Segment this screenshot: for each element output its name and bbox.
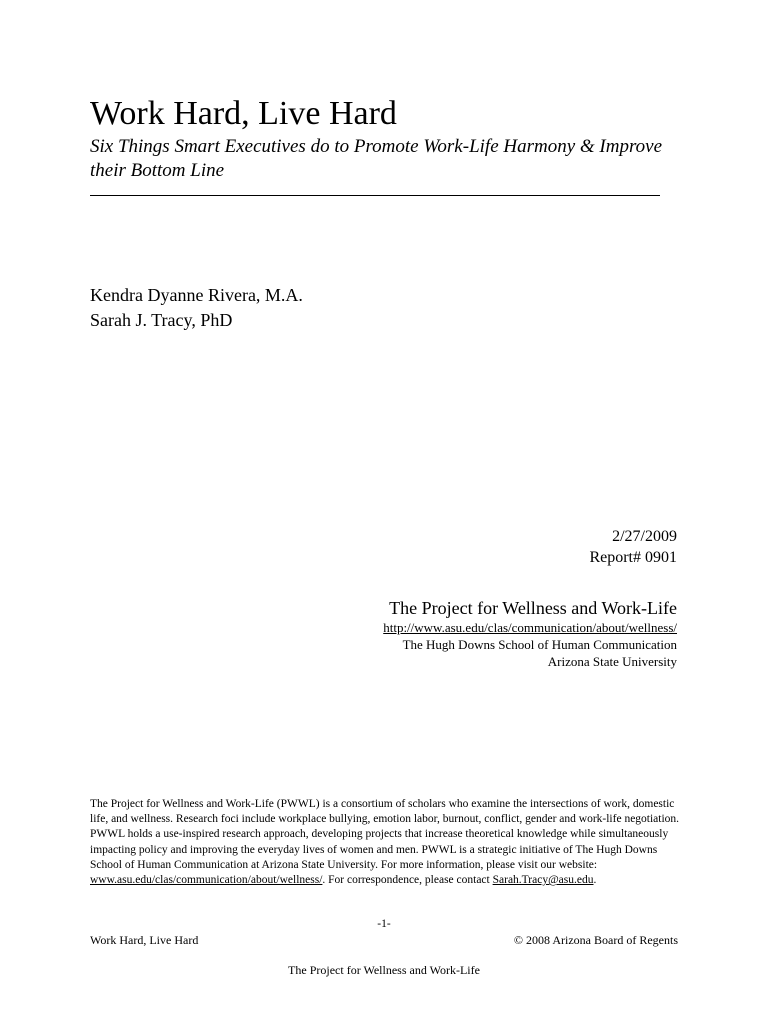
project-info — [383, 597, 677, 670]
project-school: The Hugh Downs School of Human Communication — [402, 637, 677, 652]
footer-copyright: © 2008 Arizona Board of Regents — [513, 933, 678, 947]
footer-project: The Project for Wellness and Work-Life — [288, 963, 480, 977]
title-divider — [90, 195, 660, 196]
report-date: 2/27/2009 — [612, 528, 677, 545]
about-paragraph — [90, 797, 680, 888]
author-name: Sarah J. Tracy, PhD — [90, 310, 233, 330]
about-text: . — [593, 874, 597, 887]
footer-title: Work Hard, Live Hard — [90, 933, 199, 947]
about-text: The Project for Wellness and Work-Life (PWWL) is a consortium of scholars who examine the intersections of work, domestic life, and wellness. Research foci include workplace bullying, emotion labor, burnout, conflict, gender and work-life negotiation. PWWL holds a use-inspired research approach, developing projects that increase theoretical knowledge while simultaneously impacting policy and improving the everyday lives of women and men. PWWL is a strategic initiative of The Hugh Downs School of Human Communication at Arizona State University. For more information, please visit our website: — [90, 798, 680, 871]
project-name: The Project for Wellness and Work-Life — [389, 598, 677, 618]
report-info — [589, 526, 677, 568]
page-number: -1- — [377, 918, 391, 930]
report-number: Report# 0901 — [589, 549, 677, 566]
about-text: . For correspondence, please contact — [322, 874, 493, 887]
author-name: Kendra Dyanne Rivera, M.A. — [90, 285, 303, 305]
project-url-link[interactable]: http://www.asu.edu/clas/communication/about/wellness/ — [383, 620, 677, 635]
email-link[interactable]: Sarah.Tracy@asu.edu — [492, 874, 594, 887]
document-title: Work Hard, Live Hard — [90, 95, 397, 132]
author-list — [90, 283, 303, 333]
document-subtitle: Six Things Smart Executives do to Promote Work-Life Harmony & Improve their Bottom Line — [90, 136, 663, 181]
website-link[interactable]: www.asu.edu/clas/communication/about/wellness/ — [90, 874, 323, 887]
project-university: Arizona State University — [547, 654, 677, 669]
